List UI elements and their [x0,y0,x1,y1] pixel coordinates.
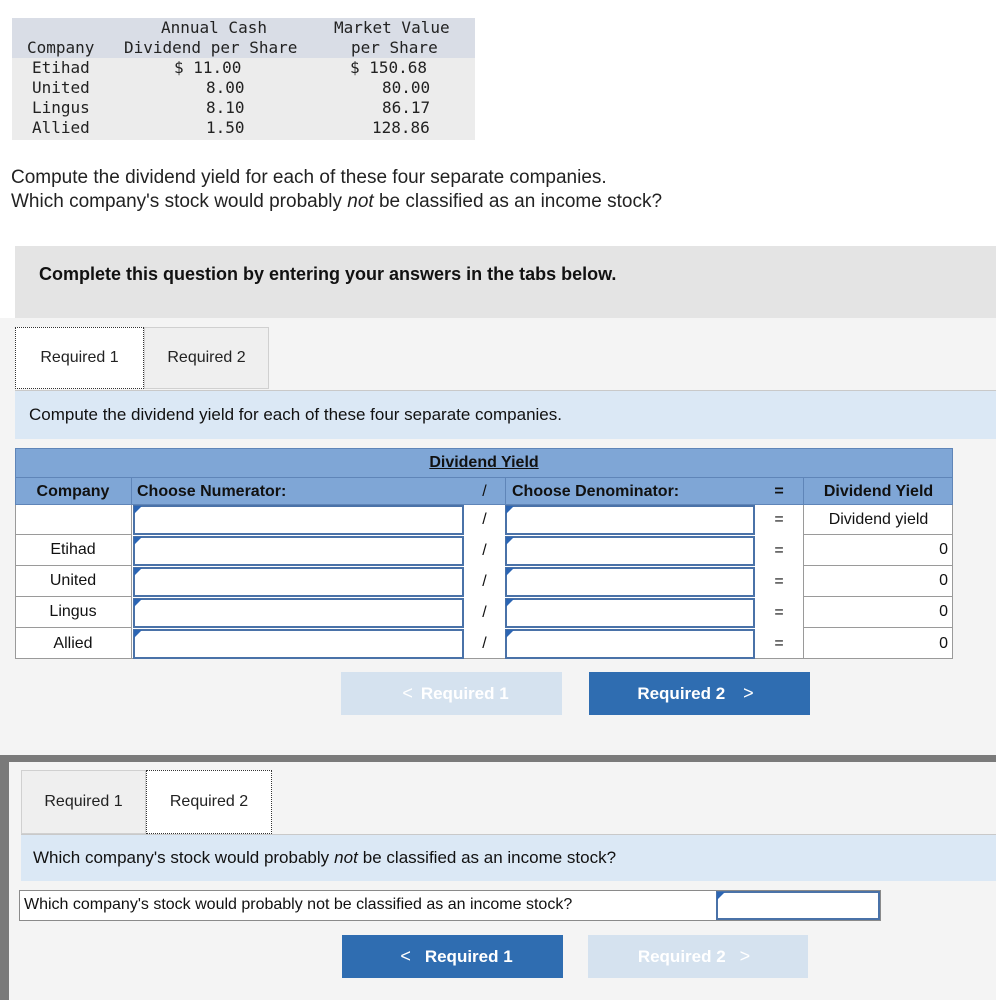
header-numerator-col: Choose Numerator: [137,482,287,500]
prev-required-1-button[interactable] [342,935,563,978]
yield-table-title-bar [15,448,953,478]
next-button-label: Required 2 [637,946,726,966]
result-lingus: 0 [803,597,953,628]
denominator-label-select[interactable] [505,505,755,535]
company-cell-blank [15,505,132,535]
result-label: Dividend yield [803,505,953,535]
prompt-end: be classified as an income stock? [362,848,617,867]
numerator-input-lingus[interactable] [133,598,464,628]
header-dividend-line2: Dividend per Share [124,38,298,57]
next-required-2-button[interactable] [588,935,808,978]
dividend-yield-table [15,448,953,659]
tab-required-1[interactable]: Required 1 [21,770,146,834]
instructions [11,166,911,214]
company-cell-lingus: Lingus [15,597,132,628]
income-stock-question: Which company's stock would probably not be classified as an income stock? [24,896,573,913]
denominator-input-lingus[interactable] [505,598,755,628]
given-market: 128.86 [372,118,430,137]
divide-sign: / [482,603,487,621]
banner-text: Complete this question by entering your answers in the tabs below. [39,264,617,284]
header-result-col: Dividend Yield [803,478,953,505]
complete-banner [15,246,996,318]
instruction-line-2-emphasis: not [347,191,374,212]
chevron-left-icon: < [400,946,411,966]
required-2-prompt [21,834,996,881]
equals-sign: = [774,541,784,559]
numerator-input-allied[interactable] [133,629,464,659]
header-divide: / [482,482,487,500]
header-dividend-line1: Annual Cash [161,18,267,37]
prev-button-label: Required 1 [424,946,513,966]
instruction-line-2-start: Which company's stock would probably [11,191,348,212]
given-company: Etihad [32,58,90,77]
divide-sign: / [482,634,487,652]
given-company: United [32,78,90,97]
instruction-line-1: Compute the dividend yield for each of these four separate companies. [11,167,607,188]
equals-sign: = [774,634,784,652]
result-etihad: 0 [803,535,953,566]
header-market-line2: per Share [351,38,438,57]
given-dividend: 8.00 [206,78,245,97]
tab-required-2[interactable]: Required 2 [146,770,272,834]
header-company-col: Company [15,478,132,505]
company-cell-allied: Allied [15,628,132,659]
prompt-start: Which company's stock would probably [33,848,330,867]
numerator-input-united[interactable] [133,567,464,597]
given-dividend: 1.50 [206,118,245,137]
given-market: 80.00 [382,78,431,97]
equals-sign: = [774,603,784,621]
denominator-input-allied[interactable] [505,629,755,659]
chevron-right-icon: > [739,946,751,966]
result-united: 0 [803,566,953,597]
prev-button-label: Required 1 [420,683,509,703]
chevron-left-icon: < [402,683,413,703]
prev-required-1-button[interactable] [341,672,562,715]
income-stock-question-row [19,890,881,921]
next-required-2-button[interactable] [589,672,810,715]
given-market: 86.17 [382,98,431,117]
denominator-input-etihad[interactable] [505,536,755,566]
divide-sign: / [482,511,487,528]
company-cell-etihad: Etihad [15,535,132,566]
given-data-table [12,18,475,140]
prompt-emphasis: not [334,848,358,867]
income-stock-answer-input[interactable] [716,891,880,920]
required-1-prompt: Compute the dividend yield for each of these four separate companies. [15,390,996,439]
instruction-line-2-end: be classified as an income stock? [373,191,663,212]
equals-sign: = [774,572,784,590]
header-company: Company [27,38,95,57]
instruction-line-2 [11,190,911,214]
equals-sign: = [774,511,784,528]
chevron-right-icon: > [743,683,754,703]
given-company: Allied [32,118,90,137]
given-dividend: 8.10 [206,98,245,117]
company-cell-united: United [15,566,132,597]
header-equals: = [774,482,784,500]
next-button-label: Required 2 [637,683,726,703]
tab-required-1[interactable]: Required 1 [15,327,144,389]
denominator-input-united[interactable] [505,567,755,597]
tab-required-2[interactable]: Required 2 [144,327,269,389]
given-dividend: $ 11.00 [174,58,242,77]
yield-table-title: Dividend Yield [429,454,539,471]
divide-sign: / [482,541,487,559]
numerator-label-select[interactable] [133,505,464,535]
result-allied: 0 [803,628,953,659]
header-denominator-col: Choose Denominator: [505,478,755,505]
given-market: $ 150.68 [350,58,428,77]
divide-sign: / [482,572,487,590]
numerator-input-etihad[interactable] [133,536,464,566]
given-company: Lingus [32,98,90,117]
header-market-line1: Market Value [334,18,450,37]
